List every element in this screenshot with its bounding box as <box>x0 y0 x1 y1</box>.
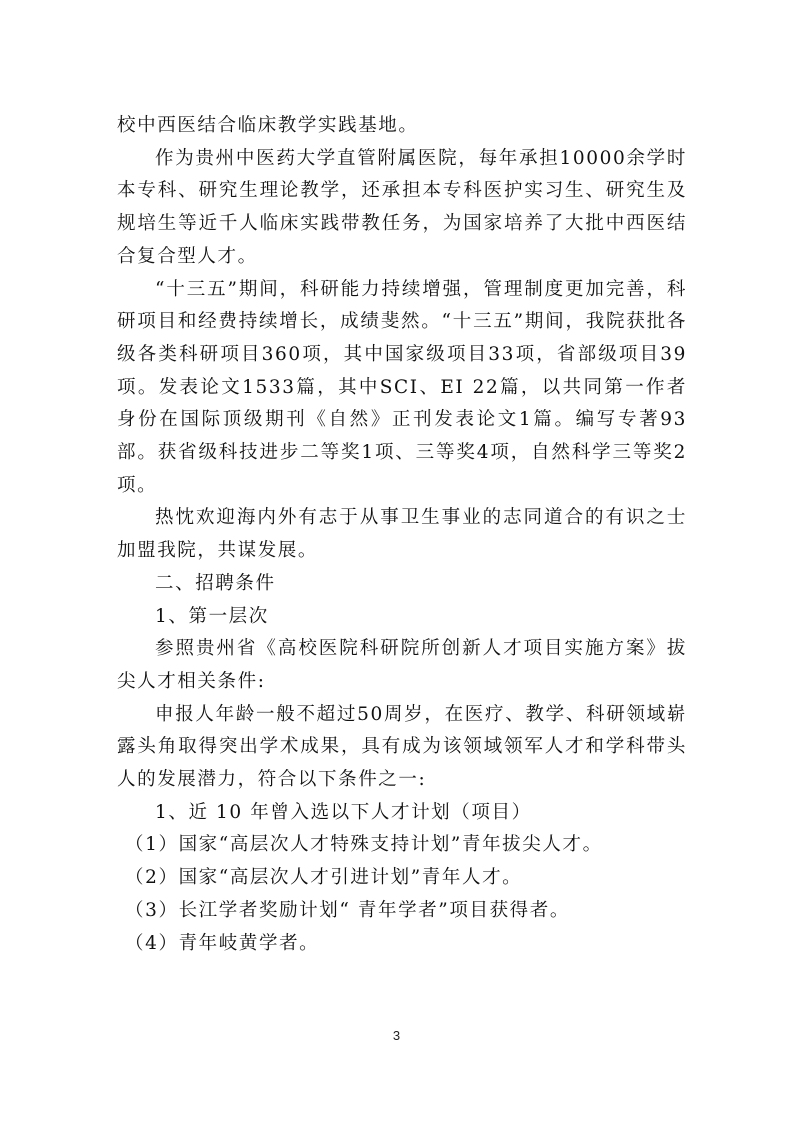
paragraph-reference: 参照贵州省《高校医院科研院所创新人才项目实施方案》拔尖人才相关条件: <box>117 638 687 692</box>
list-item: （2）国家“高层次人才引进计划”青年人才。 <box>125 867 523 889</box>
section-heading-conditions: 二、招聘条件 <box>155 572 276 594</box>
document-body <box>117 110 687 960</box>
list-item: （4）青年岐黄学者。 <box>125 932 320 954</box>
paragraph-research: “十三五”期间，科研能力持续增强，管理制度更加完善，科研项目和经费持续增长，成绩斐然。“十三五”期间，我院获批各级各类科研项目360项，其中国家级项目33项，省部级项目39项。发表论文1533篇，其中SCI、EI 22篇，以共同第一作者身份在国际顶级期刊《自然》正刊发表论文1篇。编写专著93部。获省级科技进步二等奖1项、三等奖4项，自然科学三等奖2项。 <box>117 278 687 496</box>
list-item: （1）国家“高层次人才特殊支持计划”青年拔尖人才。 <box>125 834 603 856</box>
list-item: （3）长江学者奖励计划“ 青年学者”项目获得者。 <box>125 899 570 921</box>
paragraph-welcome: 热忱欢迎海内外有志于从事卫生事业的志同道合的有识之士加盟我院，共谋发展。 <box>117 507 687 562</box>
list-heading-talent-plans: 1、近 10 年曾入选以下人才计划（项目） <box>155 801 532 823</box>
paragraph-teaching: 作为贵州中医药大学直管附属医院，每年承担10000余学时本专科、研究生理论教学，还承担本专科医护实习生、研究生及规培生等近千人临床实践带教任务，为国家培养了大批中西医结合复合型人才。 <box>117 147 687 267</box>
paragraph-continuation: 校中西医结合临床教学实践基地。 <box>117 115 419 136</box>
page-number: 3 <box>392 1028 401 1043</box>
subheading-first-level: 1、第一层次 <box>155 605 269 627</box>
paragraph-requirements: 申报人年龄一般不超过50周岁，在医疗、教学、科研领域崭露头角取得突出学术成果，具有成为该领域领军人才和学科带头人的发展潜力，符合以下条件之一: <box>117 703 687 791</box>
